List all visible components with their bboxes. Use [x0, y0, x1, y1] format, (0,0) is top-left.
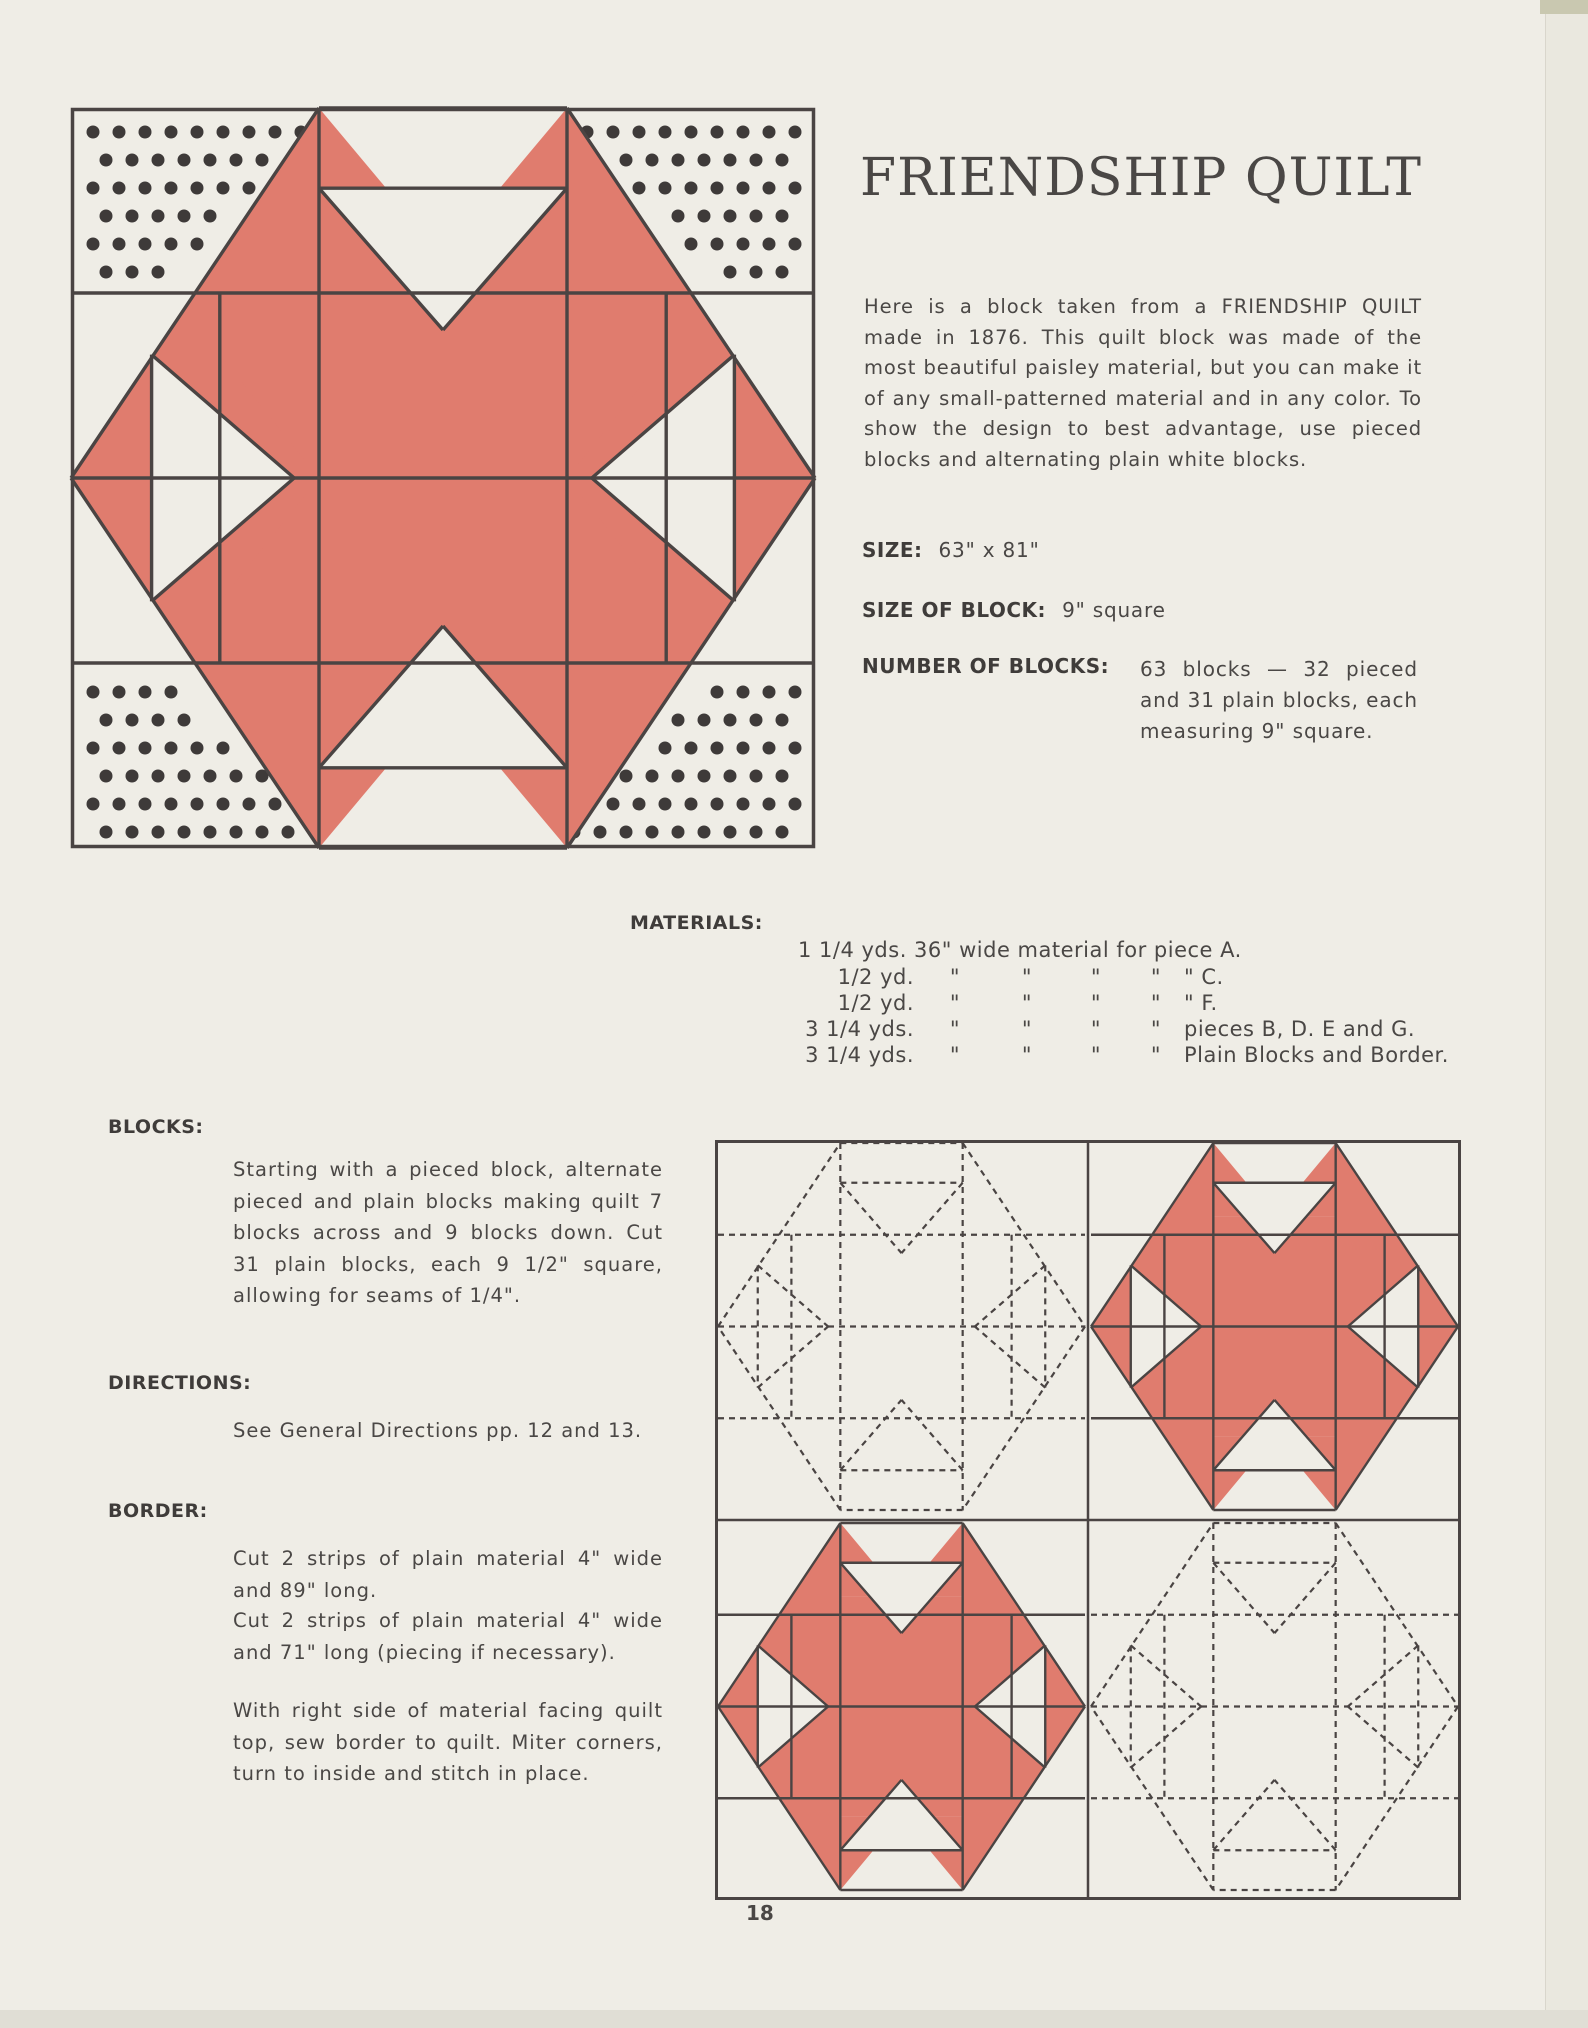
dashed-seam-line [1213, 1563, 1274, 1633]
blocks-label: BLOCKS: [108, 1116, 204, 1138]
polka-dot [243, 798, 256, 811]
polka-dot [126, 714, 139, 727]
block-size-spec [862, 598, 1166, 622]
polka-dot [724, 210, 737, 223]
polka-dot [737, 742, 750, 755]
materials-cell-d2: " [1021, 1017, 1033, 1041]
quilt-block-illustration [71, 108, 815, 848]
dashed-seam-line [1131, 1645, 1201, 1706]
materials-cell-d3: " [1090, 991, 1102, 1015]
pieced-block [1091, 1143, 1458, 1510]
materials-cell-d1: " [949, 965, 961, 989]
polka-dot [633, 798, 646, 811]
polka-dot [256, 154, 269, 167]
polka-dot [724, 826, 737, 839]
polka-dot [178, 154, 191, 167]
page-bottom-edge [0, 2010, 1588, 2028]
materials-cell-d1: " [949, 1043, 961, 1067]
polka-dot [152, 826, 165, 839]
dashed-seam-line [1275, 1780, 1336, 1850]
polka-dot [750, 266, 763, 279]
dashed-seam-line [1348, 1645, 1418, 1706]
page-title: FRIENDSHIP QUILT [860, 148, 1422, 208]
polka-dot [100, 210, 113, 223]
polka-dot [139, 238, 152, 251]
polka-dot [750, 770, 763, 783]
polka-dot [204, 770, 217, 783]
border-text-2: Cut 2 strips of plain material 4" wide and 71" long (piecing if necessary). [233, 1609, 663, 1664]
materials-cell-qty: 3 1/4 yds. [805, 1017, 914, 1041]
polka-dot [750, 154, 763, 167]
polka-dot [646, 826, 659, 839]
polka-dot [87, 238, 100, 251]
polka-dot [711, 238, 724, 251]
polka-dot [269, 126, 282, 139]
materials-cell-qty: 3 1/4 yds. [805, 1043, 914, 1067]
polka-dot [776, 826, 789, 839]
polka-dot [191, 238, 204, 251]
polka-dot [152, 714, 165, 727]
materials-cell-d4: " [1150, 1043, 1162, 1067]
polka-dot [230, 826, 243, 839]
polka-dot [776, 770, 789, 783]
polka-dot [100, 826, 113, 839]
polka-dot [100, 154, 113, 167]
polka-dot [139, 686, 152, 699]
polka-dot [152, 770, 165, 783]
polka-dot [126, 826, 139, 839]
polka-dot [178, 770, 191, 783]
polka-dot [620, 826, 633, 839]
dashed-seam-line [902, 1400, 963, 1470]
polka-dot [789, 798, 802, 811]
polka-dot [633, 126, 646, 139]
polka-dot [165, 182, 178, 195]
block-size-value: 9" square [1062, 598, 1166, 622]
polka-dot [789, 126, 802, 139]
polka-dot [139, 798, 152, 811]
materials-cell-qty: 1/2 yd. [837, 991, 914, 1015]
polka-dot [126, 770, 139, 783]
polka-dot [87, 686, 100, 699]
polka-dot [620, 154, 633, 167]
polka-dot [191, 742, 204, 755]
polka-dot [711, 798, 724, 811]
polka-dot [672, 210, 685, 223]
polka-dot [126, 210, 139, 223]
polka-dot [152, 266, 165, 279]
polka-dot [178, 714, 191, 727]
polka-dot [659, 182, 672, 195]
polka-dot [763, 686, 776, 699]
polka-dot [139, 742, 152, 755]
polka-dot [139, 182, 152, 195]
materials-first-line: 1 1/4 yds. 36" wide material for piece A. [798, 938, 1242, 962]
materials-cell-d1: " [949, 991, 961, 1015]
number-of-blocks-value: 63 blocks — 32 pieced and 31 plain blocks, each measuring 9" square. [1140, 657, 1418, 743]
polka-dot [607, 798, 620, 811]
polka-dot [87, 798, 100, 811]
polka-dot [191, 126, 204, 139]
polka-dot [698, 154, 711, 167]
plain-block-outline [1091, 1523, 1458, 1890]
polka-dot [776, 266, 789, 279]
materials-cell-d3: " [1090, 1043, 1102, 1067]
materials-cell-d4: " [1150, 991, 1162, 1015]
polka-dot [113, 238, 126, 251]
dashed-seam-line [963, 1143, 1085, 1327]
polka-dot [633, 182, 646, 195]
polka-dot [607, 126, 620, 139]
polka-dot [711, 686, 724, 699]
polka-dot [113, 126, 126, 139]
polka-dot [113, 798, 126, 811]
polka-dot [672, 714, 685, 727]
polka-dot [789, 742, 802, 755]
dashed-seam-line [1348, 1707, 1418, 1768]
polka-dot [763, 798, 776, 811]
dashed-seam-line [1336, 1707, 1458, 1891]
polka-dot [165, 238, 178, 251]
dashed-seam-line [975, 1265, 1045, 1326]
polka-dot [646, 770, 659, 783]
materials-cell-d2: " [1021, 965, 1033, 989]
materials-row [796, 1016, 1449, 1042]
materials-cell-desc: " C. [1184, 965, 1224, 989]
polka-dot [620, 770, 633, 783]
materials-cell-d4: " [1150, 1017, 1162, 1041]
polka-dot [217, 798, 230, 811]
materials-cell-d3: " [1090, 1017, 1102, 1041]
polka-dot [152, 154, 165, 167]
polka-dot [672, 826, 685, 839]
polka-dot [776, 714, 789, 727]
polka-dot [217, 182, 230, 195]
polka-dot [191, 182, 204, 195]
border-text-3: With right side of material facing quilt top, sew border to quilt. Miter corners, turn to inside and stitch in place. [233, 1699, 663, 1785]
materials-row [796, 1042, 1449, 1068]
polka-dot [776, 210, 789, 223]
polka-dot [126, 266, 139, 279]
polka-dot [100, 714, 113, 727]
materials-table [796, 964, 1449, 1068]
polka-dot [789, 238, 802, 251]
polka-dot [113, 742, 126, 755]
polka-dot [243, 182, 256, 195]
polka-dot [685, 238, 698, 251]
polka-dot [659, 742, 672, 755]
polka-dot [685, 182, 698, 195]
polka-dot [126, 154, 139, 167]
border-text-1: Cut 2 strips of plain material 4" wide and 89" long. [233, 1547, 663, 1602]
polka-dot [269, 798, 282, 811]
materials-row [796, 964, 1449, 990]
polka-dot [685, 126, 698, 139]
polka-dot [659, 126, 672, 139]
polka-dot [789, 686, 802, 699]
dashed-seam-line [1336, 1523, 1458, 1707]
page-number: 18 [746, 1901, 774, 1925]
polka-dot [724, 770, 737, 783]
directions-text: See General Directions pp. 12 and 13. [233, 1419, 643, 1442]
materials-cell-d2: " [1021, 1043, 1033, 1067]
polka-dot [217, 126, 230, 139]
polka-dot [711, 742, 724, 755]
polka-dot [87, 126, 100, 139]
size-spec [862, 538, 1040, 562]
polka-dot [698, 826, 711, 839]
materials-cell-d4: " [1150, 965, 1162, 989]
polka-dot [659, 798, 672, 811]
dashed-seam-line [758, 1265, 828, 1326]
polka-dot [646, 154, 659, 167]
materials-cell-d1: " [949, 1017, 961, 1041]
polka-dot [776, 154, 789, 167]
polka-dot [100, 266, 113, 279]
polka-dot [191, 798, 204, 811]
quilt-layout-diagram [715, 1140, 1461, 1900]
dashed-seam-line [758, 1327, 828, 1388]
dashed-seam-line [1275, 1563, 1336, 1633]
size-label: SIZE: [862, 538, 923, 562]
polka-dot [165, 798, 178, 811]
polka-dot [87, 182, 100, 195]
materials-cell-qty: 1/2 yd. [837, 965, 914, 989]
dashed-seam-line [1131, 1707, 1201, 1768]
polka-dot [217, 742, 230, 755]
blocks-text: Starting with a pieced block, alternate pieced and plain blocks making quilt 7 blocks across and 9 blocks down. Cut 31 plain blocks, each 9 1/2" square, allowing for seams of 1/4". [233, 1158, 663, 1307]
materials-cell-desc: Plain Blocks and Border. [1184, 1043, 1449, 1067]
dashed-seam-line [975, 1327, 1045, 1388]
polka-dot [243, 126, 256, 139]
pieced-block [718, 1523, 1085, 1890]
plain-block-outline [718, 1143, 1085, 1510]
polka-dot [724, 714, 737, 727]
polka-dot [763, 126, 776, 139]
polka-dot [711, 126, 724, 139]
directions-label: DIRECTIONS: [108, 1372, 252, 1394]
polka-dot [178, 210, 191, 223]
materials-cell-desc: pieces B, D. E and G. [1184, 1017, 1416, 1041]
dashed-seam-line [1213, 1780, 1274, 1850]
dashed-seam-line [840, 1183, 901, 1253]
polka-dot [113, 686, 126, 699]
materials-cell-desc: " F. [1184, 991, 1218, 1015]
dashed-seam-line [963, 1327, 1085, 1511]
polka-dot [698, 210, 711, 223]
polka-dot [763, 182, 776, 195]
materials-cell-d3: " [1090, 965, 1102, 989]
polka-dot [165, 686, 178, 699]
polka-dot [685, 798, 698, 811]
dashed-seam-line [902, 1183, 963, 1253]
polka-dot [204, 154, 217, 167]
polka-dot [230, 770, 243, 783]
polka-dot [282, 826, 295, 839]
block-size-label: SIZE OF BLOCK: [862, 598, 1047, 622]
materials-cell-d2: " [1021, 991, 1033, 1015]
polka-dot [685, 742, 698, 755]
polka-dot [672, 770, 685, 783]
polka-dot [594, 826, 607, 839]
polka-dot [204, 210, 217, 223]
number-of-blocks-label: NUMBER OF BLOCKS: [862, 654, 1110, 678]
polka-dot [178, 826, 191, 839]
polka-dot [165, 126, 178, 139]
polka-dot [100, 770, 113, 783]
border-label: BORDER: [108, 1500, 208, 1522]
polka-dot [152, 210, 165, 223]
intro-paragraph: Here is a block taken from a FRIENDSHIP QUILT made in 1876. This quilt block was made of the most beautiful paisley material, but you can make it of any small-patterned material and in any color. To show the design to best advantage, use pieced blocks and alternating plain white blocks. [864, 295, 1422, 471]
polka-dot [698, 714, 711, 727]
polka-dot [672, 154, 685, 167]
polka-dot [737, 126, 750, 139]
polka-dot [165, 742, 178, 755]
polka-dot [750, 714, 763, 727]
polka-dot [724, 154, 737, 167]
polka-dot [113, 182, 126, 195]
materials-row [796, 990, 1449, 1016]
polka-dot [139, 126, 152, 139]
polka-dot [204, 826, 217, 839]
polka-dot [789, 182, 802, 195]
polka-dot [737, 182, 750, 195]
polka-dot [256, 826, 269, 839]
size-value: 63" x 81" [938, 538, 1040, 562]
polka-dot [763, 742, 776, 755]
polka-dot [750, 826, 763, 839]
polka-dot [737, 686, 750, 699]
polka-dot [711, 182, 724, 195]
polka-dot [698, 770, 711, 783]
materials-label: MATERIALS: [630, 912, 763, 934]
page-edge-strip [1540, 0, 1588, 14]
polka-dot [737, 798, 750, 811]
dashed-seam-line [840, 1400, 901, 1470]
polka-dot [763, 238, 776, 251]
polka-dot [724, 266, 737, 279]
polka-dot [87, 742, 100, 755]
polka-dot [750, 210, 763, 223]
polka-dot [737, 238, 750, 251]
polka-dot [230, 154, 243, 167]
